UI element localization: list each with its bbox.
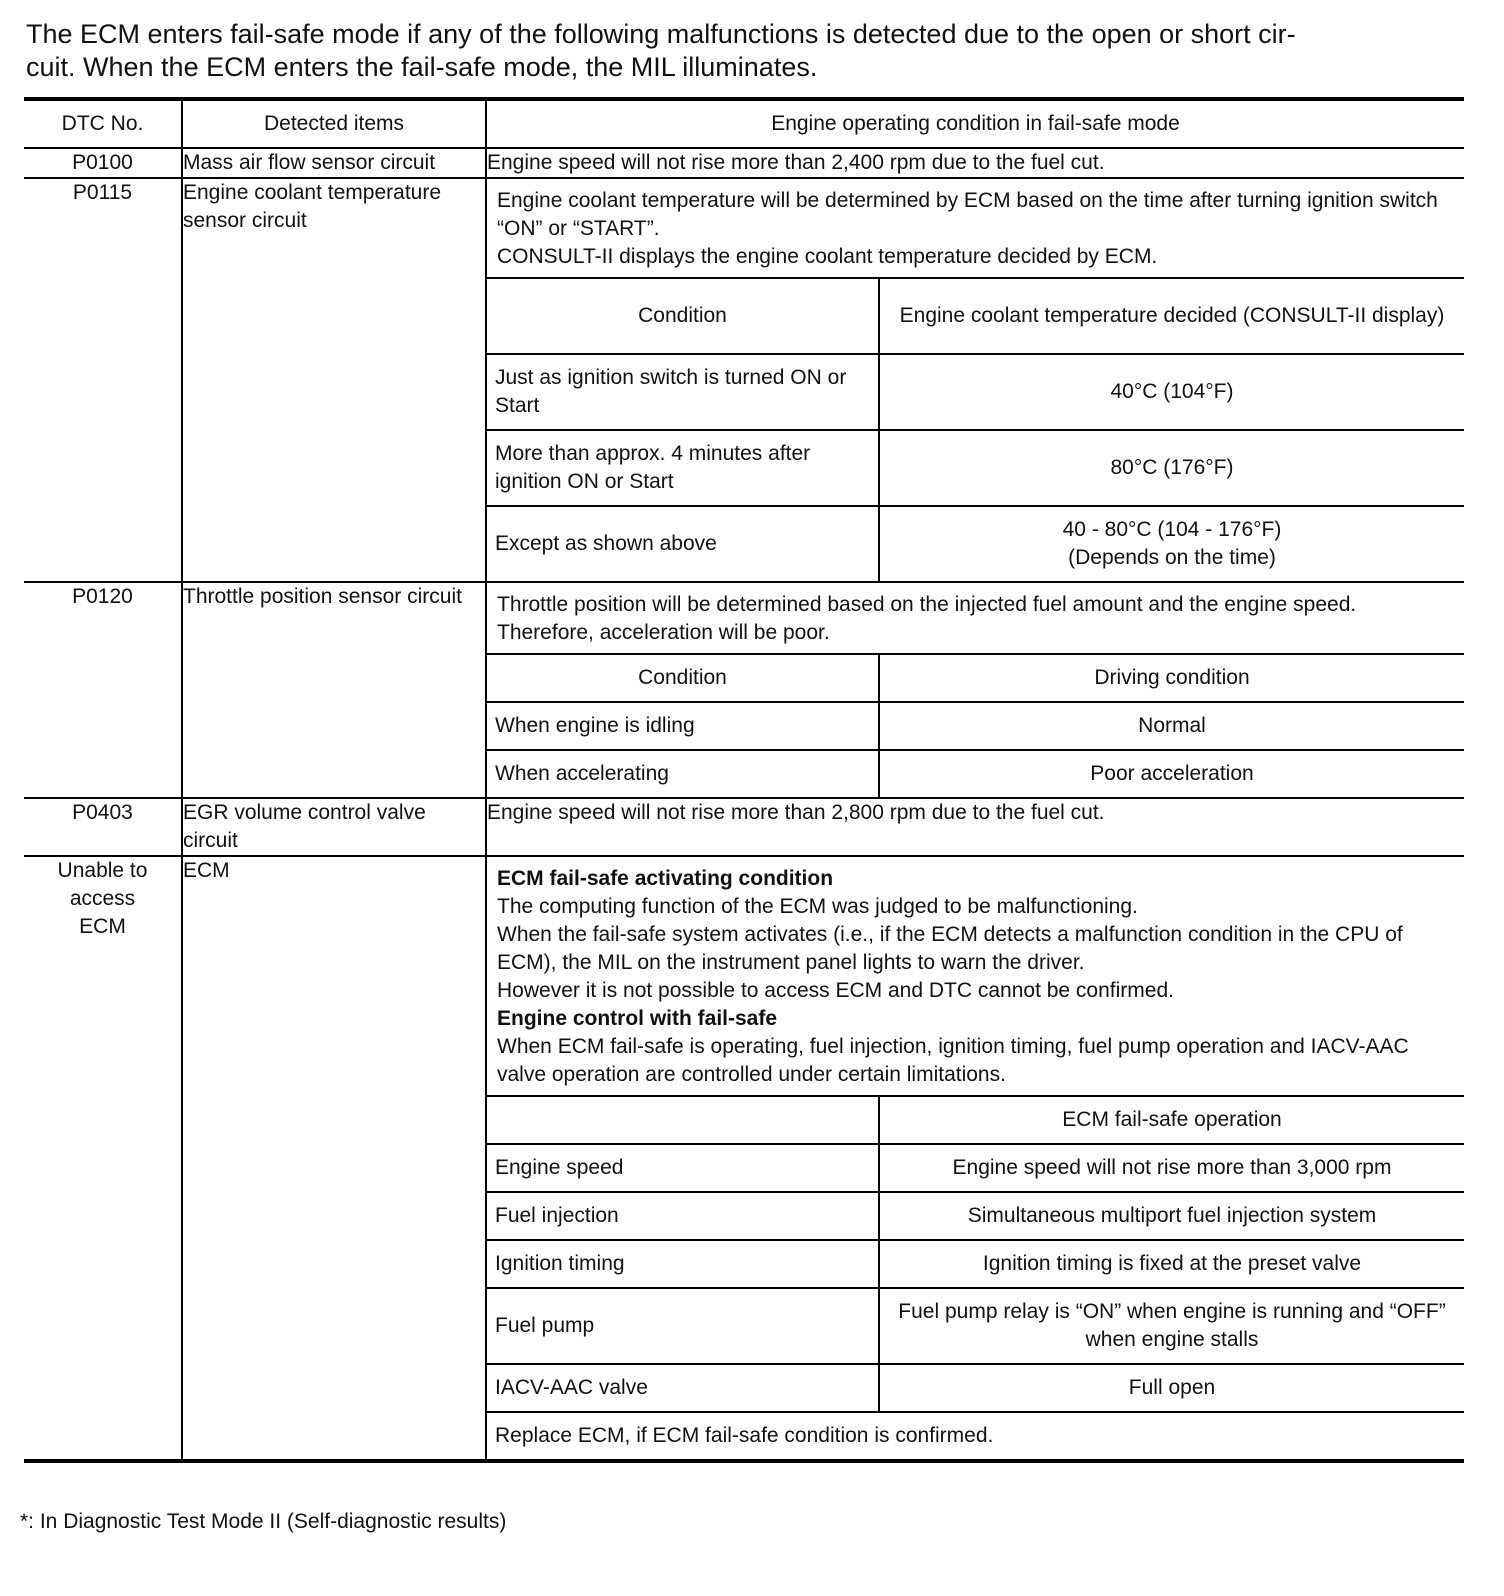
subtable-condition: Fuel injection bbox=[487, 1192, 879, 1240]
item-p0100: Mass air flow sensor circuit bbox=[182, 148, 486, 178]
subtable-header-row bbox=[487, 278, 1464, 354]
subheader-condition: Condition bbox=[487, 278, 879, 354]
subtable-row bbox=[487, 750, 1464, 797]
subtable-value: Simultaneous multiport fuel injection system bbox=[879, 1192, 1464, 1240]
subtable-row bbox=[487, 1412, 1464, 1459]
table-row bbox=[24, 582, 1464, 798]
ecm-paragraph-3: However it is not possible to access ECM and DTC cannot be confirmed. bbox=[497, 979, 1174, 1002]
table-row bbox=[24, 178, 1464, 582]
subtable-value-line-2: (Depends on the time) bbox=[1068, 546, 1276, 569]
item-ecm: ECM bbox=[182, 856, 486, 1461]
subtable-row bbox=[487, 1364, 1464, 1412]
footnote: *: In Diagnostic Test Mode II (Self-diagnostic results) bbox=[20, 1510, 507, 1533]
subtable-condition: Fuel pump bbox=[487, 1288, 879, 1364]
subtable-condition: When engine is idling bbox=[487, 702, 879, 750]
header-operating-condition: Engine operating condition in fail-safe mode bbox=[486, 99, 1464, 148]
table-row bbox=[24, 856, 1464, 1461]
subheader-coolant-temp: Engine coolant temperature decided (CONSULT-II display) bbox=[879, 278, 1464, 354]
ecm-heading-activating: ECM fail-safe activating condition bbox=[497, 867, 834, 890]
subtable-header-row bbox=[487, 654, 1464, 702]
subtable-condition: More than approx. 4 minutes after ignition ON or Start bbox=[487, 430, 879, 506]
fail-safe-table bbox=[24, 97, 1464, 1463]
table-row bbox=[24, 798, 1464, 856]
ecm-paragraph-2: When the fail-safe system activates (i.e., if the ECM detects a malfunction condition in the CPU of ECM), the MIL on the instrument panel lights to warn the driver. bbox=[497, 923, 1403, 974]
dtc-p0100: P0100 bbox=[24, 148, 182, 178]
desc-p0115 bbox=[487, 179, 1464, 277]
ecm-paragraph-4: When ECM fail-safe is operating, fuel injection, ignition timing, fuel pump operation and IACV-AAC valve operation are controlled under certain limitations. bbox=[497, 1035, 1409, 1086]
cell-p0115 bbox=[486, 178, 1464, 582]
subtable-header-row bbox=[487, 1096, 1464, 1144]
subtable-row bbox=[487, 1288, 1464, 1364]
desc-p0115-line-2: CONSULT-II displays the engine coolant temperature decided by ECM. bbox=[497, 245, 1158, 268]
subheader-driving-condition: Driving condition bbox=[879, 654, 1464, 702]
subtable-condition: When accelerating bbox=[487, 750, 879, 797]
subheader-fail-safe-operation: ECM fail-safe operation bbox=[879, 1096, 1464, 1144]
subtable-condition: Ignition timing bbox=[487, 1240, 879, 1288]
subtable-value-line-1: 40 - 80°C (104 - 176°F) bbox=[1062, 518, 1282, 541]
subtable-condition: Engine speed bbox=[487, 1144, 879, 1192]
desc-p0115-line-1: Engine coolant temperature will be determined by ECM based on the time after turning ignition switch “ON” or “START”. bbox=[497, 189, 1438, 240]
subtable-value: Full open bbox=[879, 1364, 1464, 1412]
subtable-row bbox=[487, 702, 1464, 750]
subtable-value bbox=[879, 506, 1464, 581]
header-detected-items: Detected items bbox=[182, 99, 486, 148]
subtable-row bbox=[487, 1144, 1464, 1192]
item-p0120: Throttle position sensor circuit bbox=[182, 582, 486, 798]
cell-p0120 bbox=[486, 582, 1464, 798]
intro-line-1: The ECM enters fail-safe mode if any of the following malfunctions is detected due to the open or short cir- bbox=[26, 19, 1296, 49]
subtable-row bbox=[487, 430, 1464, 506]
table-header-row bbox=[24, 99, 1464, 148]
throttle-subtable bbox=[487, 653, 1464, 797]
table-row bbox=[24, 148, 1464, 178]
subtable-row bbox=[487, 506, 1464, 581]
dtc-p0403: P0403 bbox=[24, 798, 182, 856]
subtable-row bbox=[487, 1192, 1464, 1240]
subtable-value: Engine speed will not rise more than 3,000 rpm bbox=[879, 1144, 1464, 1192]
dtc-p0115: P0115 bbox=[24, 178, 182, 582]
replace-ecm-note: Replace ECM, if ECM fail-safe condition is confirmed. bbox=[487, 1412, 1464, 1459]
dtc-unable-to-access-ecm: Unable to access ECM bbox=[24, 856, 182, 1461]
header-dtc: DTC No. bbox=[24, 99, 182, 148]
subtable-value: 40°C (104°F) bbox=[879, 354, 1464, 430]
subtable-condition: Just as ignition switch is turned ON or Start bbox=[487, 354, 879, 430]
desc-ecm bbox=[487, 857, 1464, 1095]
subtable-condition: IACV-AAC valve bbox=[487, 1364, 879, 1412]
subheader-condition: Condition bbox=[487, 654, 879, 702]
cell-ecm bbox=[486, 856, 1464, 1461]
subtable-value: 80°C (176°F) bbox=[879, 430, 1464, 506]
subtable-value: Poor acceleration bbox=[879, 750, 1464, 797]
desc-p0100: Engine speed will not rise more than 2,400 rpm due to the fuel cut. bbox=[486, 148, 1464, 178]
subheader-blank bbox=[487, 1096, 879, 1144]
dtc-p0120: P0120 bbox=[24, 582, 182, 798]
ecm-subtable bbox=[487, 1095, 1464, 1459]
item-p0115: Engine coolant temperature sensor circuit bbox=[182, 178, 486, 582]
intro-line-2: cuit. When the ECM enters the fail-safe mode, the MIL illuminates. bbox=[26, 52, 818, 82]
coolant-subtable bbox=[487, 277, 1464, 581]
ecm-paragraph-1: The computing function of the ECM was judged to be malfunctioning. bbox=[497, 895, 1138, 918]
desc-p0120: Throttle position will be determined based on the injected fuel amount and the engine speed. Therefore, acceleration will be poor. bbox=[497, 593, 1357, 644]
subtable-value: Fuel pump relay is “ON” when engine is running and “OFF” when engine stalls bbox=[879, 1288, 1464, 1364]
subtable-row bbox=[487, 354, 1464, 430]
subtable-value: Normal bbox=[879, 702, 1464, 750]
subtable-row bbox=[487, 1240, 1464, 1288]
intro-paragraph bbox=[26, 18, 1466, 84]
item-p0403: EGR volume control valve circuit bbox=[182, 798, 486, 856]
subtable-condition: Except as shown above bbox=[487, 506, 879, 581]
subtable-value: Ignition timing is fixed at the preset valve bbox=[879, 1240, 1464, 1288]
desc-p0403: Engine speed will not rise more than 2,800 rpm due to the fuel cut. bbox=[486, 798, 1464, 856]
ecm-heading-control: Engine control with fail-safe bbox=[497, 1007, 778, 1030]
